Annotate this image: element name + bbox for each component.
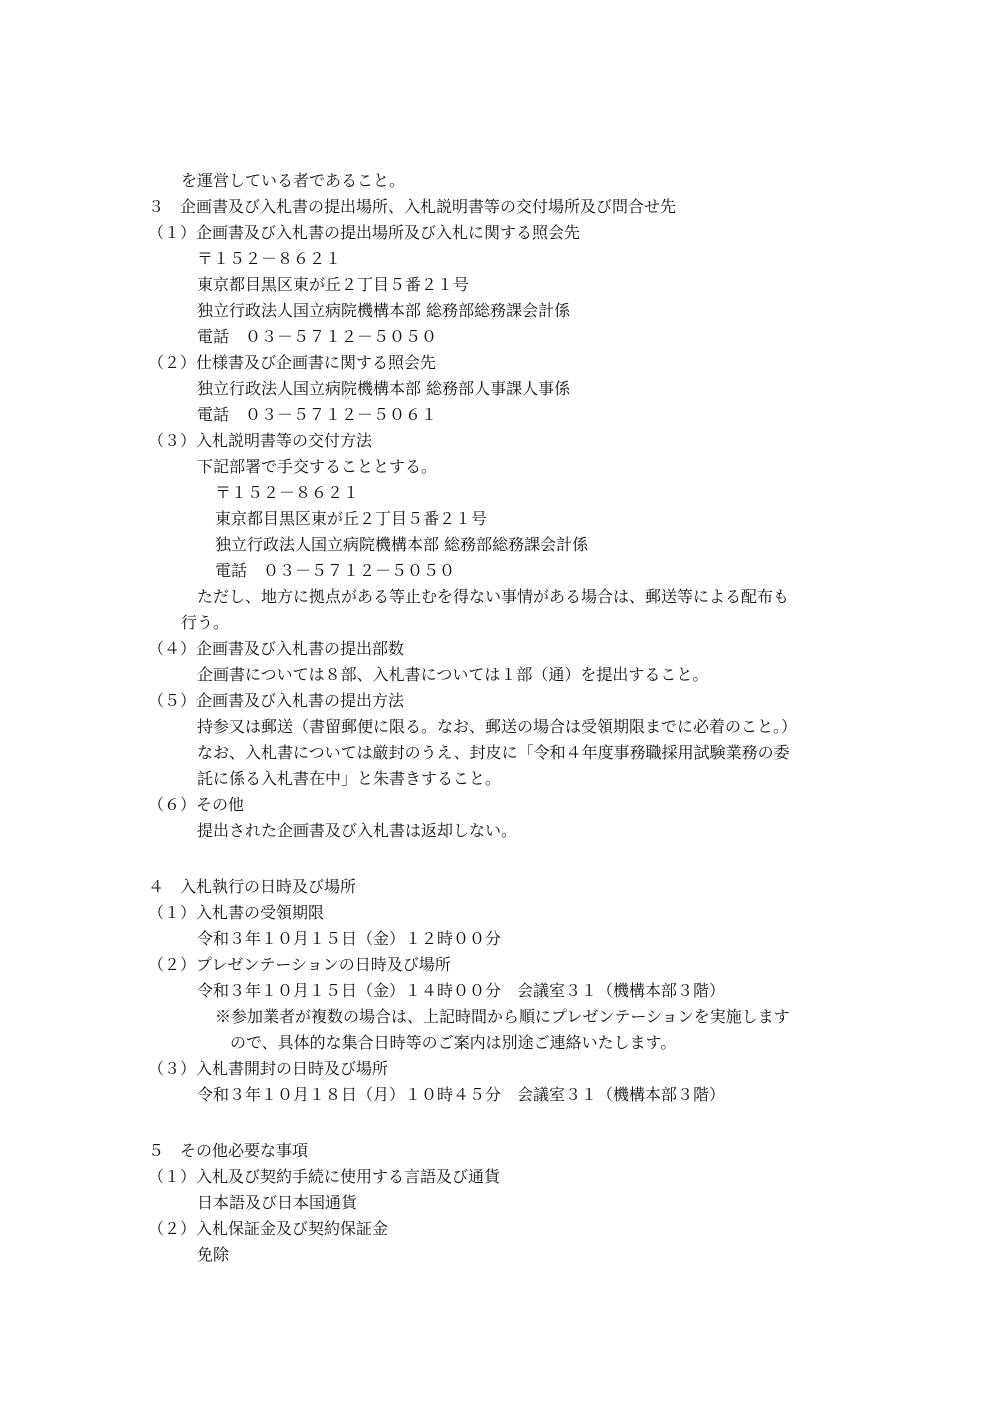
phone: 電話 ０３－５７１２－５０５０ <box>215 561 456 580</box>
text-line: 下記部署で手交することとする。 <box>197 457 438 476</box>
subsection-heading: （４）企画書及び入札書の提出部数 <box>148 639 405 658</box>
text-line: 託に係る入札書在中」と朱書きすること。 <box>197 769 502 788</box>
subsection-heading: （２）仕様書及び企画書に関する照会先 <box>148 353 437 372</box>
subsection-heading: （１）入札書の受領期限 <box>148 903 325 922</box>
text-line: ただし、地方に拠点がある等止むを得ない事情がある場合は、郵送等による配布も <box>197 587 790 606</box>
postal-code: 〒１５２－８６２１ <box>197 249 342 268</box>
department: 独立行政法人国立病院機構本部 総務部総務課会計係 <box>197 301 571 320</box>
text-line: 提出された企画書及び入札書は返却しない。 <box>197 821 518 840</box>
text-line: 日本語及び日本国通貨 <box>197 1193 358 1212</box>
text-line: 免除 <box>197 1245 230 1264</box>
datetime: 令和３年１０月１５日（金）１２時００分 <box>197 929 502 948</box>
department: 独立行政法人国立病院機構本部 総務部人事課人事係 <box>197 379 571 398</box>
phone: 電話 ０３－５７１２－５０５０ <box>197 327 438 346</box>
subsection-heading: （５）企画書及び入札書の提出方法 <box>148 691 405 710</box>
note: ※参加業者が複数の場合は、上記時間から順にプレゼンテーションを実施します <box>215 1007 790 1026</box>
subsection-heading: （１）入札及び契約手続に使用する言語及び通貨 <box>148 1167 501 1186</box>
note: ので、具体的な集合日時等のご案内は別途ご連絡いたします。 <box>230 1033 677 1052</box>
text-line: 行う。 <box>181 613 230 632</box>
subsection-heading: （３）入札書開封の日時及び場所 <box>148 1059 389 1078</box>
datetime: 令和３年１０月１５日（金）１４時００分 会議室３１（機構本部３階） <box>197 981 726 1000</box>
subsection-heading: （１）企画書及び入札書の提出場所及び入札に関する照会先 <box>148 223 581 242</box>
section-heading: ４ 入札執行の日時及び場所 <box>148 877 357 896</box>
subsection-heading: （３）入札説明書等の交付方法 <box>148 431 373 450</box>
section-heading: ３ 企画書及び入札書の提出場所、入札説明書等の交付場所及び問合せ先 <box>148 197 677 216</box>
text-line: を運営している者であること。 <box>181 171 406 190</box>
address: 東京都目黒区東が丘２丁目５番２１号 <box>197 275 470 294</box>
section-heading: ５ その他必要な事項 <box>148 1141 309 1160</box>
text-line: なお、入札書については厳封のうえ、封皮に「令和４年度事務職採用試験業務の委 <box>197 743 790 762</box>
department: 独立行政法人国立病院機構本部 総務部総務課会計係 <box>215 535 589 554</box>
text-line: 企画書については８部、入札書については１部（通）を提出すること。 <box>197 665 709 684</box>
text-line: 持参又は郵送（書留郵便に限る。なお、郵送の場合は受領期限までに必着のこと。） <box>197 717 798 736</box>
datetime: 令和３年１０月１８日（月）１０時４５分 会議室３１（機構本部３階） <box>197 1085 726 1104</box>
subsection-heading: （２）入札保証金及び契約保証金 <box>148 1219 389 1238</box>
subsection-heading: （６）その他 <box>148 795 245 814</box>
address: 東京都目黒区東が丘２丁目５番２１号 <box>215 509 488 528</box>
postal-code: 〒１５２－８６２１ <box>215 483 360 502</box>
phone: 電話 ０３－５７１２－５０６１ <box>197 405 438 424</box>
subsection-heading: （２）プレゼンテーションの日時及び場所 <box>148 955 451 974</box>
